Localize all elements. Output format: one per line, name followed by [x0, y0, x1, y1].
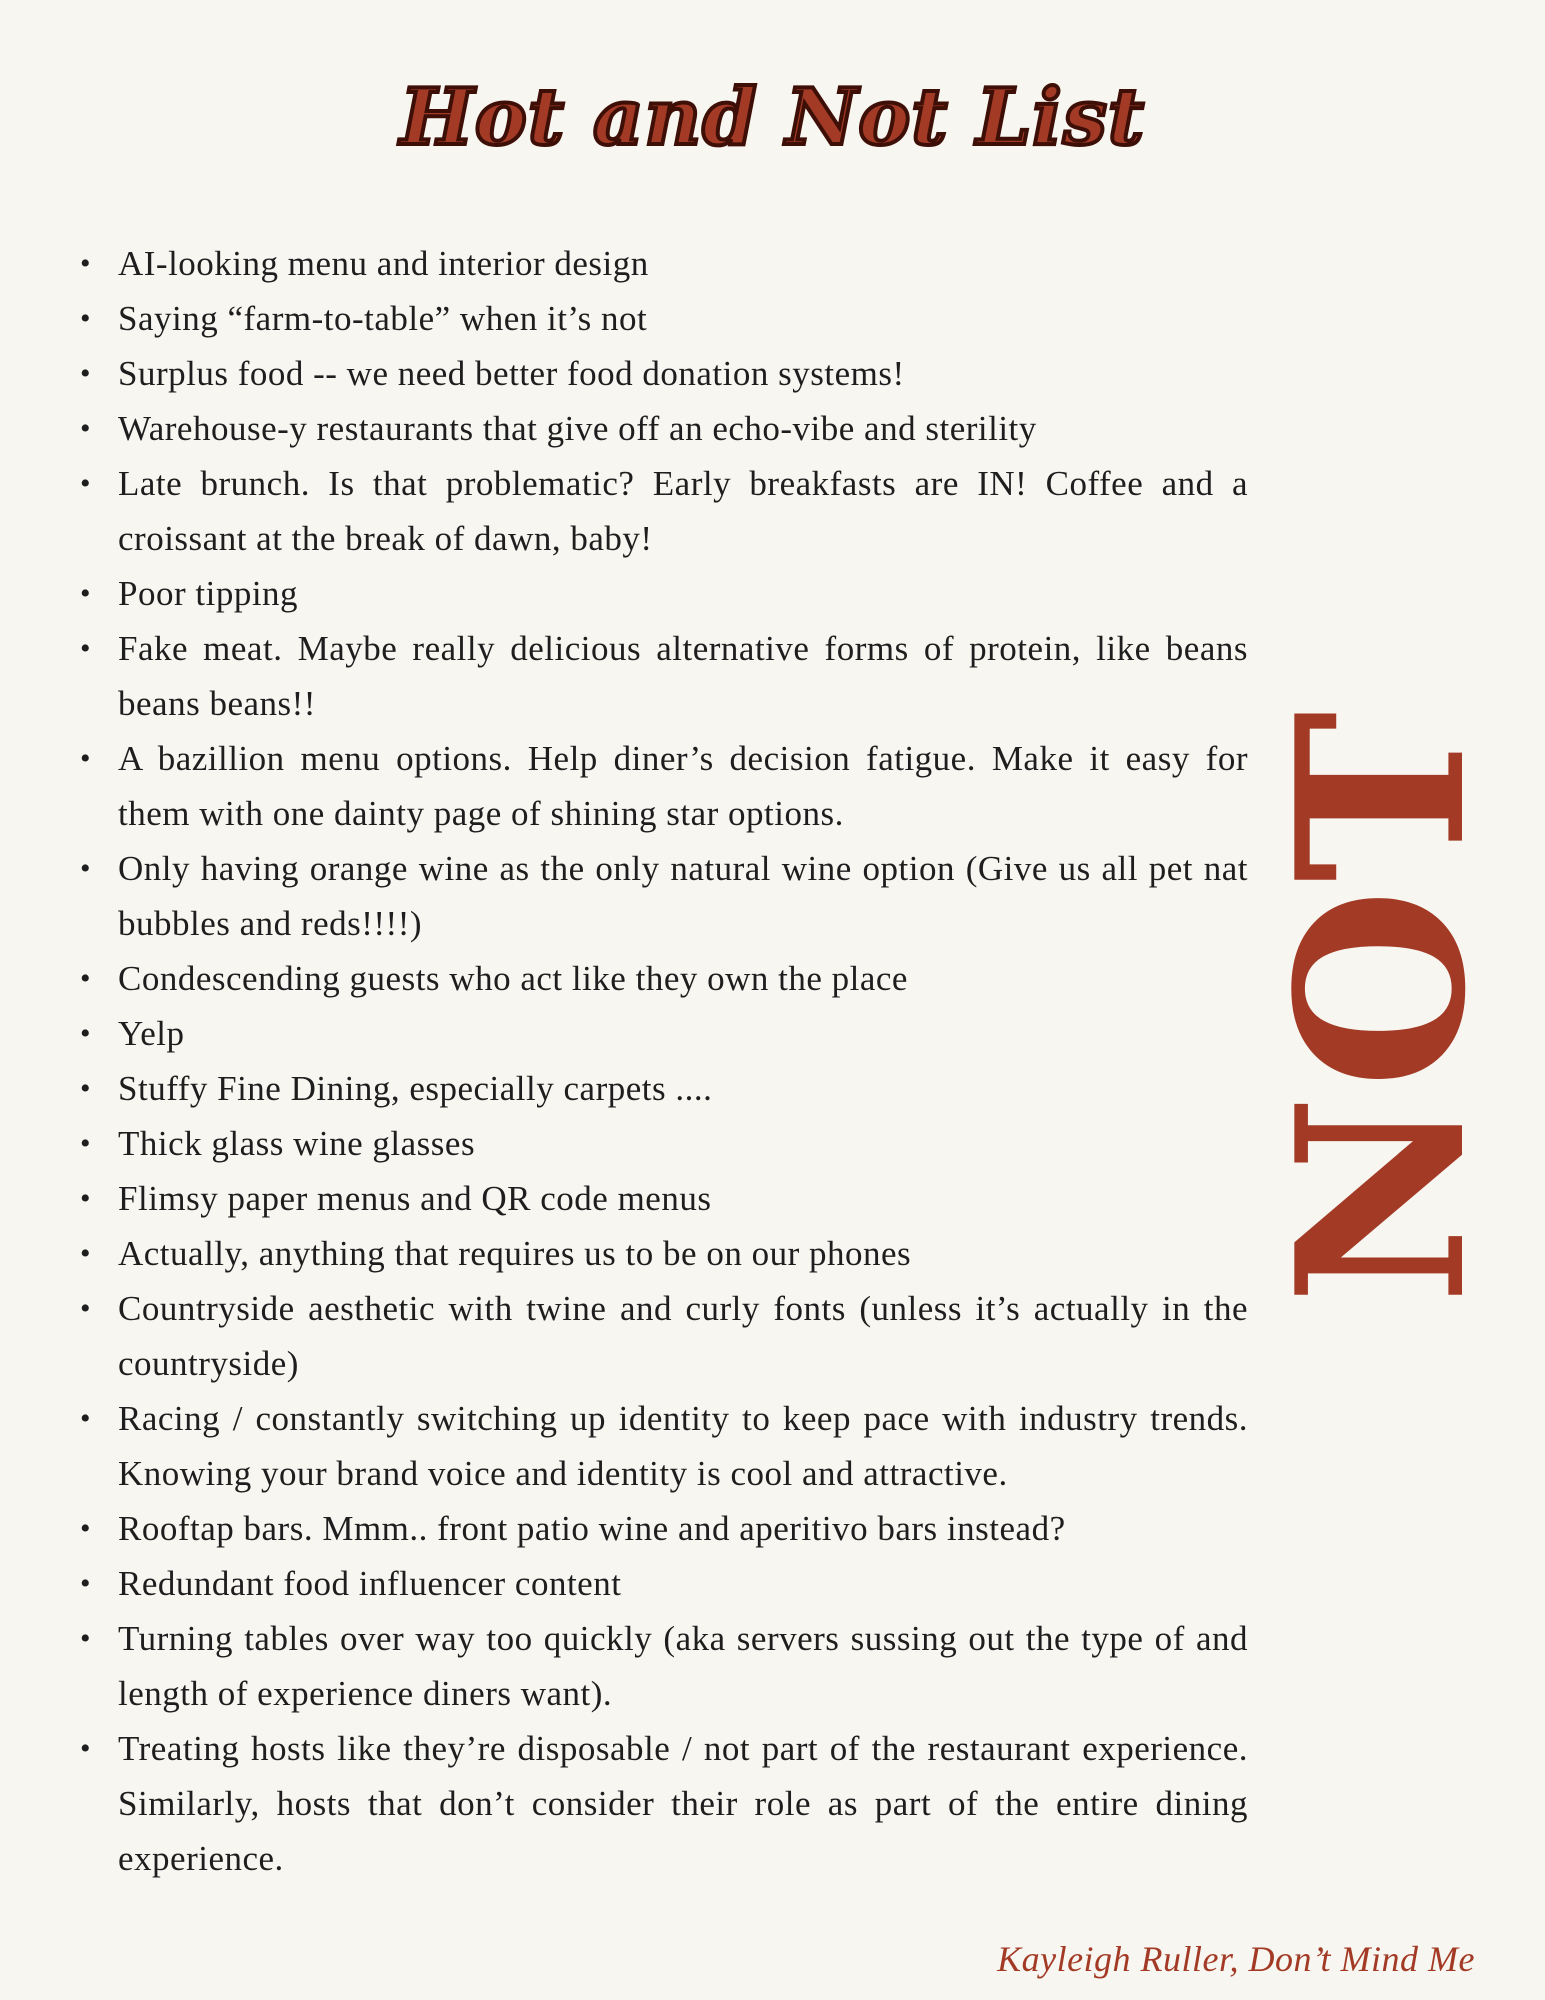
- page-title: Hot and Not List: [400, 72, 1145, 163]
- bullet-icon: •: [80, 1182, 92, 1215]
- list-item-text: Warehouse-y restaurants that give off an echo-vibe and sterility: [118, 409, 1037, 448]
- bullet-icon: •: [80, 1622, 92, 1655]
- bullet-icon: •: [80, 632, 92, 665]
- list-item-text: Rooftap bars. Mmm.. front patio wine and aperitivo bars instead?: [118, 1509, 1066, 1548]
- list-item-text: Turning tables over way too quickly (aka servers sussing out the type of and length of experience diners want).: [118, 1619, 1248, 1713]
- list-item: [80, 1721, 1248, 1886]
- bullet-icon: •: [80, 467, 92, 500]
- list-item-text: Fake meat. Maybe really delicious alternative forms of protein, like beans beans beans!!: [118, 629, 1248, 723]
- list-item: [80, 1006, 1248, 1061]
- list-item-text: Racing / constantly switching up identity to keep pace with industry trends. Knowing your brand voice and identity is cool and attractive.: [118, 1399, 1248, 1493]
- not-list: [80, 236, 1248, 1886]
- list-item: [80, 1391, 1248, 1501]
- list-item-text: A bazillion menu options. Help diner’s decision fatigue. Make it easy for them with one dainty page of shining star options.: [118, 739, 1248, 833]
- list-item-text: Treating hosts like they’re disposable / not part of the restaurant experience. Similarly, hosts that don’t consider their role as part of the entire dining experience.: [118, 1729, 1248, 1878]
- list-item: [80, 1556, 1248, 1611]
- list-item-text: Saying “farm-to-table” when it’s not: [118, 299, 648, 338]
- list-item-text: Actually, anything that requires us to be on our phones: [118, 1234, 912, 1273]
- bullet-icon: •: [80, 1567, 92, 1600]
- list-item: [80, 1281, 1248, 1391]
- list-item: [80, 1061, 1248, 1116]
- list-item: [80, 841, 1248, 951]
- bullet-icon: •: [80, 357, 92, 390]
- author-credit: Kayleigh Ruller, Don’t Mind Me: [997, 1939, 1475, 1979]
- list-item: [80, 1501, 1248, 1556]
- bullet-icon: •: [80, 1237, 92, 1270]
- list-item: [80, 456, 1248, 566]
- list-item: [80, 1116, 1248, 1171]
- list-item: [80, 1611, 1248, 1721]
- list-item-text: Surplus food -- we need better food donation systems!: [118, 354, 905, 393]
- list-item-text: Redundant food influencer content: [118, 1564, 622, 1603]
- bullet-icon: •: [80, 1732, 92, 1765]
- list-item: [80, 566, 1248, 621]
- bullet-icon: •: [80, 577, 92, 610]
- bullet-icon: •: [80, 247, 92, 280]
- list-item: [80, 951, 1248, 1006]
- list-item-text: Thick glass wine glasses: [118, 1124, 476, 1163]
- list-item-text: Condescending guests who act like they own the place: [118, 959, 908, 998]
- list-item-text: Stuffy Fine Dining, especially carpets ....: [118, 1069, 713, 1108]
- list-item-text: Countryside aesthetic with twine and curly fonts (unless it’s actually in the countryside): [118, 1289, 1248, 1383]
- bullet-icon: •: [80, 1292, 92, 1325]
- bullet-icon: •: [80, 1512, 92, 1545]
- list-item-text: Yelp: [118, 1014, 185, 1053]
- list-item: [80, 1226, 1248, 1281]
- bullet-icon: •: [80, 742, 92, 775]
- list-item-text: Flimsy paper menus and QR code menus: [118, 1179, 712, 1218]
- list-item: [80, 291, 1248, 346]
- not-side-label: NOT: [1247, 705, 1517, 1305]
- list-item: [80, 731, 1248, 841]
- bullet-icon: •: [80, 1072, 92, 1105]
- bullet-icon: •: [80, 1402, 92, 1435]
- list-item: [80, 621, 1248, 731]
- bullet-icon: •: [80, 852, 92, 885]
- bullet-icon: •: [80, 962, 92, 995]
- list-item: [80, 236, 1248, 291]
- bullet-icon: •: [80, 412, 92, 445]
- bullet-icon: •: [80, 1017, 92, 1050]
- list-item: [80, 1171, 1248, 1226]
- list-item-text: Poor tipping: [118, 574, 299, 613]
- list-item-text: AI-looking menu and interior design: [118, 244, 649, 283]
- bullet-icon: •: [80, 1127, 92, 1160]
- list-item-text: Late brunch. Is that problematic? Early breakfasts are IN! Coffee and a croissant at the break of dawn, baby!: [118, 464, 1248, 558]
- bullet-icon: •: [80, 302, 92, 335]
- list-item: [80, 401, 1248, 456]
- list-item: [80, 346, 1248, 401]
- list-item-text: Only having orange wine as the only natural wine option (Give us all pet nat bubbles and reds!!!!): [118, 849, 1248, 943]
